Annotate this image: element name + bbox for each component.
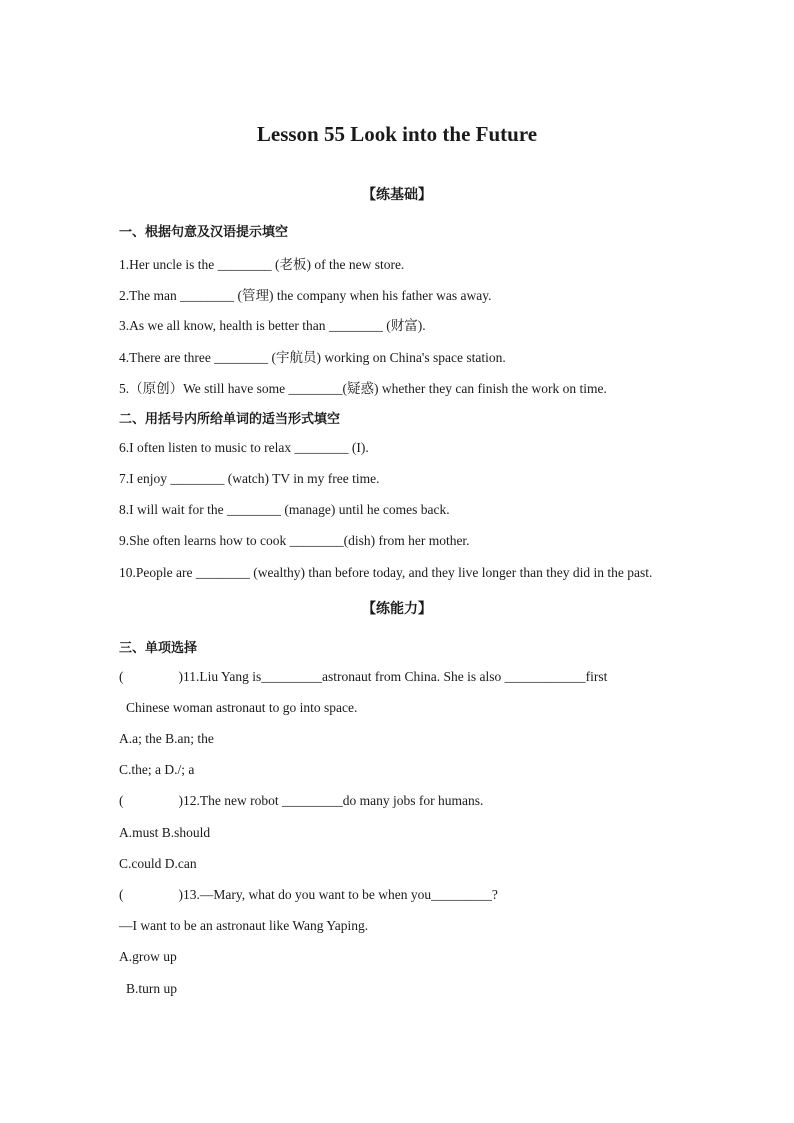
section-heading-basic: 【练基础】	[362, 187, 432, 203]
question-2: 2.The man ________ (管理) the company when his father was away.	[119, 288, 492, 303]
part-heading-3: 三、单项选择	[119, 641, 198, 656]
section-heading-ability: 【练能力】	[362, 601, 432, 617]
answer-bracket: (	[119, 887, 124, 902]
answer-bracket: (	[119, 793, 124, 808]
question-13-reply: —I want to be an astronaut like Wang Yaping.	[119, 918, 369, 933]
question-13	[119, 887, 498, 903]
part-heading-1: 一、根据句意及汉语提示填空	[119, 225, 289, 240]
question-4: 4.There are three ________ (宇航员) working on China's space station.	[119, 350, 506, 365]
question-1: 1.Her uncle is the ________ (老板) of the new store.	[119, 257, 405, 272]
question-13-text: )13.—Mary, what do you want to be when you_________?	[178, 887, 498, 902]
part-heading-2: 二、用括号内所给单词的适当形式填空	[119, 412, 341, 427]
question-12	[119, 793, 483, 809]
question-6: 6.I often listen to music to relax ________ (I).	[119, 440, 369, 455]
question-12-options-cd: C.could D.can	[119, 856, 197, 871]
question-3: 3.As we all know, health is better than ________ (财富).	[119, 318, 426, 333]
question-5: 5.（原创）We still have some ________(疑惑) whether they can finish the work on time.	[119, 381, 607, 396]
question-9: 9.She often learns how to cook ________(dish) from her mother.	[119, 533, 470, 548]
page-title: Lesson 55 Look into the Future	[256, 122, 538, 146]
question-12-text: )12.The new robot _________do many jobs for humans.	[178, 793, 484, 808]
answer-bracket: (	[119, 669, 124, 684]
question-11	[119, 669, 607, 685]
question-13-option-b: B.turn up	[126, 981, 178, 996]
question-8: 8.I will wait for the ________ (manage) until he comes back.	[119, 502, 450, 517]
question-11-options-ab: A.a; the B.an; the	[119, 731, 214, 746]
question-10: 10.People are ________ (wealthy) than before today, and they live longer than they did in the past.	[119, 565, 653, 580]
question-13-option-a: A.grow up	[119, 949, 177, 964]
question-7: 7.I enjoy ________ (watch) TV in my free time.	[119, 471, 380, 486]
question-12-options-ab: A.must B.should	[119, 825, 211, 840]
question-11-options-cd: C.the; a D./; a	[119, 762, 195, 777]
question-11-text: )11.Liu Yang is_________astronaut from China. She is also ____________first	[178, 669, 608, 684]
question-11-continued: Chinese woman astronaut to go into space.	[126, 700, 358, 715]
